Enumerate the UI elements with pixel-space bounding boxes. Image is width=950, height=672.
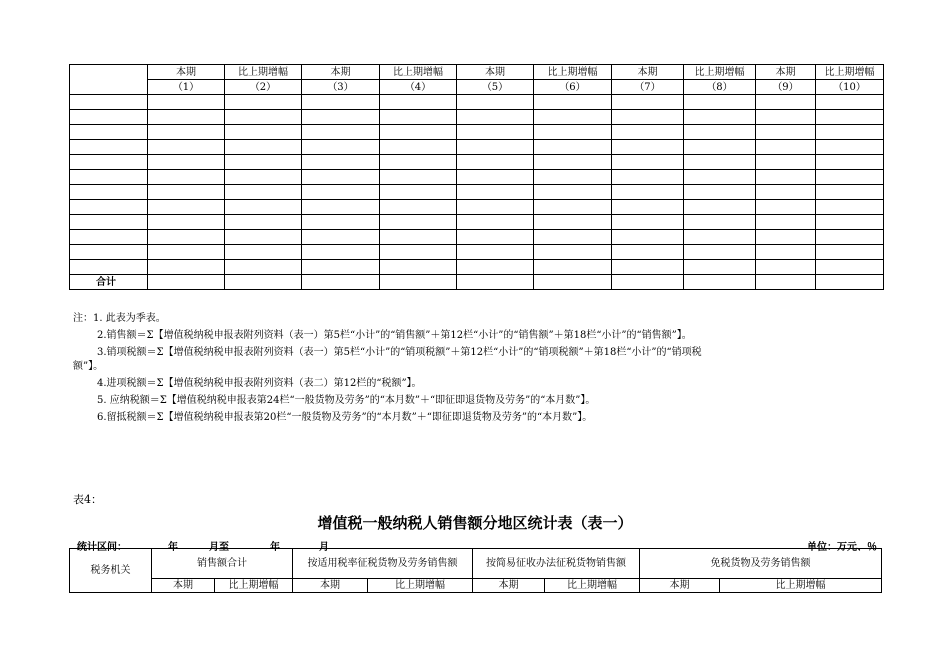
table-cell xyxy=(148,110,225,125)
table-cell xyxy=(684,170,756,185)
table-cell xyxy=(225,170,302,185)
sub-header: 比上期增幅 xyxy=(720,579,882,593)
table-cell xyxy=(225,110,302,125)
table-row xyxy=(70,185,884,200)
header-cell: 本期 xyxy=(612,65,684,80)
table-cell xyxy=(380,155,457,170)
header-row xyxy=(70,65,884,80)
group-header: 免税货物及劳务销售额 xyxy=(640,549,882,579)
col-number-cell: （2） xyxy=(225,80,302,95)
table-cell xyxy=(612,260,684,275)
note-line: 4.进项税额＝Σ【增值税纳税申报表附列资料（表二）第12栏的“税额”】。 xyxy=(97,378,422,389)
table-cell xyxy=(534,95,612,110)
table-cell xyxy=(70,245,148,260)
table-cell xyxy=(148,200,225,215)
table-cell xyxy=(302,230,380,245)
table-cell xyxy=(534,125,612,140)
table-cell xyxy=(70,215,148,230)
table-cell xyxy=(148,275,225,290)
table-cell xyxy=(816,230,884,245)
table-cell xyxy=(302,275,380,290)
table-cell xyxy=(534,275,612,290)
table-cell xyxy=(148,95,225,110)
table-cell xyxy=(816,185,884,200)
table-row xyxy=(70,230,884,245)
table-cell xyxy=(756,125,816,140)
table-cell xyxy=(225,230,302,245)
table-cell xyxy=(457,200,534,215)
table-cell xyxy=(612,125,684,140)
total-label: 合计 xyxy=(70,275,148,290)
table-cell xyxy=(457,245,534,260)
table-cell xyxy=(612,230,684,245)
table-cell xyxy=(756,155,816,170)
table-cell xyxy=(534,245,612,260)
table-cell xyxy=(70,95,148,110)
group-header: 按简易征收办法征税货物销售额 xyxy=(473,549,640,579)
table-cell xyxy=(148,185,225,200)
table-cell xyxy=(534,215,612,230)
table-row xyxy=(70,110,884,125)
header-cell: 本期 xyxy=(302,65,380,80)
stat-month-to: 月至 xyxy=(209,542,229,553)
table-cell xyxy=(756,95,816,110)
table-cell xyxy=(302,95,380,110)
table-cell xyxy=(148,170,225,185)
table-cell xyxy=(816,140,884,155)
table-cell xyxy=(534,260,612,275)
note-line: 注：1. 此表为季表。 xyxy=(73,313,166,324)
table-cell xyxy=(148,260,225,275)
table-cell xyxy=(612,95,684,110)
table-title: 增值税一般纳税人销售额分地区统计表（表一） xyxy=(317,514,633,532)
table-cell xyxy=(70,155,148,170)
table-cell xyxy=(684,110,756,125)
table-cell xyxy=(148,245,225,260)
table-cell xyxy=(684,200,756,215)
table-cell xyxy=(534,110,612,125)
column-number-row xyxy=(70,80,884,95)
table-cell xyxy=(380,110,457,125)
table-row xyxy=(70,95,884,110)
table-cell xyxy=(225,260,302,275)
sub-header: 本期 xyxy=(152,579,215,593)
table-cell xyxy=(380,200,457,215)
table-cell xyxy=(148,125,225,140)
table-cell xyxy=(816,245,884,260)
table-cell xyxy=(756,275,816,290)
table-cell xyxy=(457,275,534,290)
header-cell: 比上期增幅 xyxy=(684,65,756,80)
quarterly-stat-table xyxy=(69,64,884,290)
table-cell xyxy=(225,155,302,170)
col-number-cell: （1） xyxy=(148,80,225,95)
sub-header: 比上期增幅 xyxy=(545,579,640,593)
table-cell xyxy=(380,170,457,185)
header-cell: 本期 xyxy=(756,65,816,80)
table-cell xyxy=(684,95,756,110)
table-cell xyxy=(70,125,148,140)
table-cell xyxy=(302,200,380,215)
header-cell: 比上期增幅 xyxy=(534,65,612,80)
note-line: 额”】。 xyxy=(73,361,104,372)
table-row xyxy=(70,200,884,215)
table-cell xyxy=(612,110,684,125)
table-cell xyxy=(756,215,816,230)
header-cell: 本期 xyxy=(148,65,225,80)
table-cell xyxy=(534,185,612,200)
table-cell xyxy=(684,260,756,275)
table-cell xyxy=(380,215,457,230)
table-cell xyxy=(816,200,884,215)
table-cell xyxy=(70,140,148,155)
table-cell xyxy=(380,260,457,275)
table-cell xyxy=(148,215,225,230)
table-row xyxy=(70,155,884,170)
table-cell xyxy=(816,110,884,125)
table-cell xyxy=(302,110,380,125)
sub-header-row xyxy=(70,579,882,593)
table-row xyxy=(70,260,884,275)
note-line: 6.留抵税额＝Σ【增值税纳税申报表第20栏“一般货物及劳务”的“本月数”＋“即征即退货物及劳务”的“本月数”】。 xyxy=(97,412,593,423)
table-cell xyxy=(457,185,534,200)
sub-header: 比上期增幅 xyxy=(368,579,473,593)
table-cell xyxy=(534,170,612,185)
col-number-cell: （9） xyxy=(756,80,816,95)
stat-year-1: 年 xyxy=(168,542,178,553)
note-line: 5. 应纳税额＝Σ【增值税纳税申报表第24栏“一般货物及劳务”的“本月数”＋“即征即退货物及劳务”的“本月数”】。 xyxy=(97,395,596,406)
sub-header: 本期 xyxy=(473,579,545,593)
table-cell xyxy=(816,260,884,275)
table-cell xyxy=(534,200,612,215)
table-cell xyxy=(457,125,534,140)
table-cell xyxy=(70,170,148,185)
table-cell xyxy=(302,140,380,155)
table-cell xyxy=(457,170,534,185)
header-cell: 比上期增幅 xyxy=(225,65,302,80)
stat-label: 统计区间： xyxy=(77,542,127,553)
table-cell xyxy=(302,185,380,200)
table-cell xyxy=(816,155,884,170)
table-cell xyxy=(684,155,756,170)
table-row xyxy=(70,215,884,230)
stat-year-2: 年 xyxy=(270,542,280,553)
table-cell xyxy=(756,245,816,260)
table-cell xyxy=(684,275,756,290)
table-cell xyxy=(225,140,302,155)
corner-cell xyxy=(70,65,148,95)
table-cell xyxy=(816,125,884,140)
table-cell xyxy=(225,125,302,140)
table-cell xyxy=(70,230,148,245)
table-cell xyxy=(684,140,756,155)
table-cell xyxy=(70,200,148,215)
table-cell xyxy=(380,230,457,245)
table-cell xyxy=(225,185,302,200)
table-cell xyxy=(756,200,816,215)
table-cell xyxy=(756,110,816,125)
table-cell xyxy=(756,185,816,200)
regional-sales-table xyxy=(69,548,882,593)
table-cell xyxy=(225,215,302,230)
table-cell xyxy=(756,260,816,275)
col-number-cell: （3） xyxy=(302,80,380,95)
col-number-cell: （10） xyxy=(816,80,884,95)
table-cell xyxy=(457,260,534,275)
table-cell xyxy=(457,95,534,110)
table-cell xyxy=(225,95,302,110)
table-cell xyxy=(302,245,380,260)
stat-month: 月 xyxy=(319,542,329,553)
notes-section xyxy=(73,310,893,426)
table-cell xyxy=(148,155,225,170)
table-number-label: 表4： xyxy=(73,493,102,506)
table-cell xyxy=(816,215,884,230)
table-cell xyxy=(612,275,684,290)
total-row xyxy=(70,275,884,290)
table-cell xyxy=(148,230,225,245)
table-cell xyxy=(612,215,684,230)
table-cell xyxy=(684,125,756,140)
header-cell: 本期 xyxy=(457,65,534,80)
table-cell xyxy=(380,125,457,140)
table-cell xyxy=(684,185,756,200)
table-cell xyxy=(612,155,684,170)
tax-office-header: 税务机关 xyxy=(70,549,152,593)
table-cell xyxy=(70,110,148,125)
table-cell xyxy=(756,230,816,245)
table-row xyxy=(70,140,884,155)
table-cell xyxy=(816,170,884,185)
table-cell xyxy=(457,230,534,245)
note-line: 2.销售额＝Σ【增值税纳税申报表附列资料（表一）第5栏“小计”的“销售额”＋第12栏“小计”的“销售额”＋第18栏“小计”的“销售额”】。 xyxy=(97,330,692,341)
table-cell xyxy=(457,155,534,170)
table-cell xyxy=(380,185,457,200)
table-cell xyxy=(684,215,756,230)
table-cell xyxy=(380,245,457,260)
table-cell xyxy=(302,125,380,140)
table-cell xyxy=(612,170,684,185)
table-cell xyxy=(534,140,612,155)
table-cell xyxy=(684,230,756,245)
table-cell xyxy=(756,170,816,185)
table-cell xyxy=(225,275,302,290)
table-cell xyxy=(70,260,148,275)
table-cell xyxy=(70,185,148,200)
table-cell xyxy=(816,95,884,110)
table-row xyxy=(70,245,884,260)
note-line: 3.销项税额＝Σ【增值税纳税申报表附列资料（表一）第5栏“小计”的“销项税额”＋第12栏“小计”的“销项税额”＋第18栏“小计”的“销项税 xyxy=(97,347,702,358)
group-header: 按适用税率征税货物及劳务销售额 xyxy=(293,549,473,579)
group-header-row xyxy=(70,549,882,579)
table-cell xyxy=(380,140,457,155)
col-number-cell: （8） xyxy=(684,80,756,95)
table-cell xyxy=(302,260,380,275)
table-cell xyxy=(380,275,457,290)
table-cell xyxy=(225,245,302,260)
table-cell xyxy=(612,185,684,200)
table-cell xyxy=(302,155,380,170)
table-cell xyxy=(756,140,816,155)
table-cell xyxy=(457,140,534,155)
col-number-cell: （6） xyxy=(534,80,612,95)
col-number-cell: （4） xyxy=(380,80,457,95)
table-cell xyxy=(380,95,457,110)
table-cell xyxy=(534,230,612,245)
unit-label: 单位：万元、％ xyxy=(807,542,877,553)
table-cell xyxy=(684,245,756,260)
sub-header: 本期 xyxy=(640,579,720,593)
header-cell: 比上期增幅 xyxy=(816,65,884,80)
table-cell xyxy=(302,215,380,230)
table-cell xyxy=(457,215,534,230)
table-cell xyxy=(534,155,612,170)
table-cell xyxy=(816,275,884,290)
col-number-cell: （7） xyxy=(612,80,684,95)
group-header: 销售额合计 xyxy=(152,549,293,579)
col-number-cell: （5） xyxy=(457,80,534,95)
table-cell xyxy=(457,110,534,125)
table-cell xyxy=(225,200,302,215)
sub-header: 本期 xyxy=(293,579,368,593)
table-cell xyxy=(612,245,684,260)
table-cell xyxy=(148,140,225,155)
table-row xyxy=(70,125,884,140)
header-cell: 比上期增幅 xyxy=(380,65,457,80)
table-cell xyxy=(612,140,684,155)
sub-header: 比上期增幅 xyxy=(215,579,293,593)
table-row xyxy=(70,170,884,185)
table-cell xyxy=(302,170,380,185)
table-cell xyxy=(612,200,684,215)
